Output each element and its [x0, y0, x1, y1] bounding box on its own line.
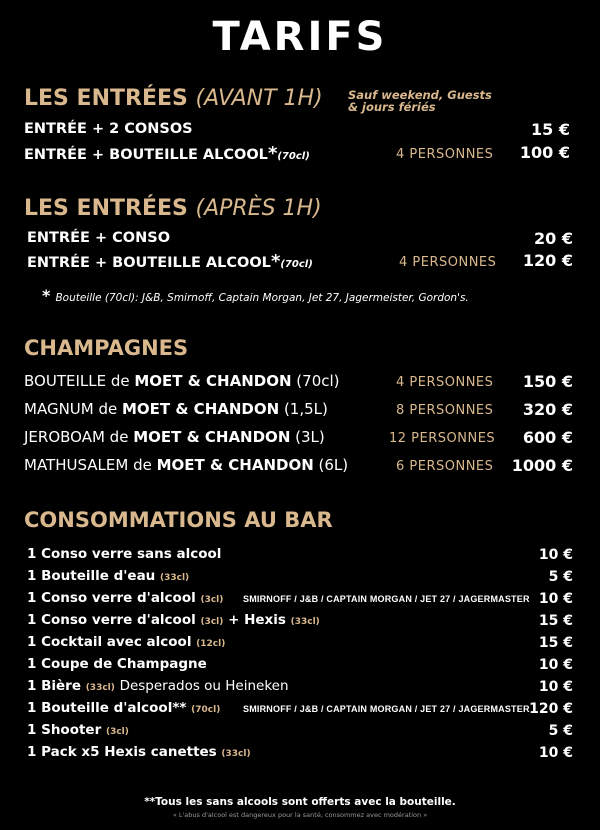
menu-item	[27, 722, 129, 738]
menu-item	[27, 568, 189, 584]
menu-item	[24, 400, 328, 418]
menu-item	[27, 230, 170, 246]
item-price: 320 €	[522, 400, 573, 419]
menu-item	[24, 428, 325, 446]
menu-item	[27, 744, 251, 760]
item-volume: (33cl)	[221, 749, 251, 759]
item-volume: (1,5L)	[279, 400, 328, 418]
menu-item	[24, 372, 340, 390]
item-label: 1 Conso verre sans alcool	[27, 546, 222, 562]
item-label: 1 Conso verre d'alcool	[27, 590, 196, 606]
item-persons: 4 PERSONNES	[396, 375, 494, 390]
section-heading-bar: CONSOMMATIONS AU BAR	[24, 508, 333, 532]
item-price: 15 €	[531, 120, 570, 139]
item-label: 1 Coupe de Champagne	[27, 656, 207, 672]
item-brand: MOET & CHANDON	[133, 428, 291, 446]
item-label: 1 Bière	[27, 678, 81, 694]
item-persons: 6 PERSONNES	[396, 459, 494, 474]
section-heading-champagnes: CHAMPAGNES	[24, 336, 189, 360]
item-label: 1 Pack x5 Hexis canettes	[27, 744, 217, 760]
item-label: 1 Bouteille d'alcool**	[27, 700, 187, 716]
item-volume: (70cl)	[277, 151, 310, 162]
menu-item	[27, 700, 220, 716]
section-heading-text: LES ENTRÉES	[24, 196, 188, 221]
item-price: 10 €	[538, 745, 573, 761]
item-brands: SMIRNOFF / J&B / CAPTAIN MORGAN / JET 27 / JAGERMASTER	[243, 704, 530, 714]
item-label: 1 Conso verre d'alcool	[27, 612, 196, 628]
item-price: 10 €	[538, 591, 573, 607]
footnote-text: Bouteille (70cl): J&B, Smirnoff, Captain Morgan, Jet 27, Jagermeister, Gordon's.	[55, 292, 469, 304]
footnote-star: *	[42, 286, 51, 305]
section-heading-sub: (APRÈS 1H)	[195, 196, 322, 221]
item-price: 15 €	[538, 613, 573, 629]
item-price: 120 €	[529, 701, 573, 717]
item-label: 1 Shooter	[27, 722, 102, 738]
menu-item	[24, 121, 193, 137]
footnote	[42, 286, 469, 305]
item-persons: 4 PERSONNES	[396, 147, 494, 162]
item-volume: (70cl)	[280, 259, 313, 270]
item-price: 150 €	[522, 372, 573, 391]
menu-item	[27, 612, 320, 628]
item-price: 120 €	[522, 251, 573, 270]
item-label: 1 Bouteille d'eau	[27, 568, 156, 584]
item-extra: + Hexis	[228, 612, 286, 628]
item-volume: (70cl)	[291, 372, 340, 390]
side-note-line: & jours fériés	[348, 100, 436, 114]
item-volume: (6L)	[313, 456, 349, 474]
item-volume: (3L)	[290, 428, 325, 446]
item-volume: (33cl)	[290, 617, 320, 627]
item-price: 1000 €	[511, 456, 573, 475]
section-heading-entrees-avant	[24, 86, 323, 111]
item-volume: (12cl)	[196, 639, 226, 649]
item-brand: MOET & CHANDON	[122, 400, 280, 418]
item-price: 5 €	[548, 569, 573, 585]
item-persons: 8 PERSONNES	[396, 403, 494, 418]
item-price: 10 €	[538, 547, 573, 563]
item-prefix: JEROBOAM de	[24, 428, 134, 446]
menu-item	[24, 456, 348, 474]
menu-item	[27, 590, 223, 606]
section-heading-entrees-apres	[24, 196, 322, 221]
item-price: 15 €	[538, 635, 573, 651]
item-extra: Desperados ou Heineken	[119, 678, 289, 694]
section-heading-sub: (AVANT 1H)	[195, 86, 323, 111]
item-prefix: MATHUSALEM de	[24, 456, 157, 474]
footer-warning: « L'abus d'alcool est dangereux pour la santé, consommez avec modération »	[172, 811, 428, 819]
menu-item	[27, 251, 313, 272]
item-volume: (3cl)	[200, 595, 224, 605]
item-label: 1 Cocktail avec alcool	[27, 634, 192, 650]
item-brands: SMIRNOFF / J&B / CAPTAIN MORGAN / JET 27 / JAGERMASTER	[243, 594, 530, 604]
item-price: 10 €	[538, 679, 573, 695]
item-brand: MOET & CHANDON	[156, 456, 314, 474]
item-price: 10 €	[538, 657, 573, 673]
item-volume: (3cl)	[105, 727, 129, 737]
item-label: ENTRÉE + BOUTEILLE ALCOOL	[24, 147, 268, 163]
section-heading-text: LES ENTRÉES	[24, 86, 188, 111]
item-star: *	[270, 251, 281, 272]
item-volume: (3cl)	[200, 617, 224, 627]
item-price: 5 €	[548, 723, 573, 739]
item-prefix: BOUTEILLE de	[24, 372, 135, 390]
item-price: 20 €	[534, 229, 573, 248]
item-label: ENTRÉE + BOUTEILLE ALCOOL	[27, 255, 271, 271]
footer-note: **Tous les sans alcools sont offerts avec la bouteille.	[144, 796, 456, 808]
side-note	[348, 89, 492, 113]
page-title: TARIFS	[212, 14, 388, 60]
item-price: 100 €	[519, 143, 570, 162]
item-prefix: MAGNUM de	[24, 400, 122, 418]
item-persons: 4 PERSONNES	[399, 255, 497, 270]
item-volume: (33cl)	[160, 573, 190, 583]
item-brand: MOET & CHANDON	[134, 372, 292, 390]
menu-item	[27, 656, 207, 672]
item-label: ENTRÉE + CONSO	[27, 230, 171, 246]
item-volume: (33cl)	[85, 683, 115, 693]
item-label: ENTRÉE + 2 CONSOS	[24, 121, 193, 137]
menu-item	[24, 143, 310, 164]
side-note-line: Sauf weekend, Guests	[348, 88, 492, 102]
menu-item	[27, 634, 225, 650]
item-price: 600 €	[522, 428, 573, 447]
item-star: *	[267, 143, 278, 164]
item-volume: (70cl)	[191, 705, 221, 715]
item-persons: 12 PERSONNES	[389, 431, 496, 446]
menu-item	[27, 678, 289, 694]
menu-item	[27, 546, 221, 562]
